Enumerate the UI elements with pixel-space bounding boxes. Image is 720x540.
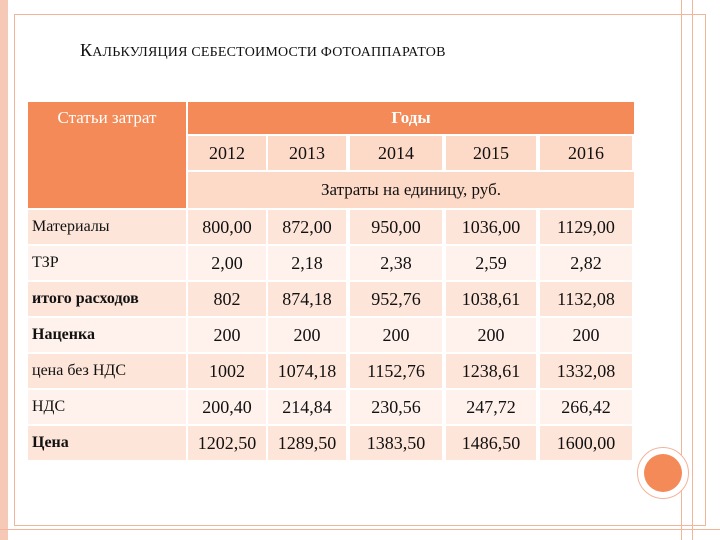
table-cell: 2,38 xyxy=(350,246,442,280)
frame-line xyxy=(692,0,693,540)
year-header: 2015 xyxy=(446,136,536,170)
table-cell: 200,40 xyxy=(188,390,266,424)
table-cell: 1486,50 xyxy=(446,426,536,460)
table-cell: 1202,50 xyxy=(188,426,266,460)
table-cell: 872,00 xyxy=(268,210,346,244)
row-label: НДС xyxy=(28,390,186,424)
table-cell: 200 xyxy=(268,318,346,352)
table-cell: 266,42 xyxy=(540,390,632,424)
table-cell: 1036,00 xyxy=(446,210,536,244)
table-cell: 1332,08 xyxy=(540,354,632,388)
table-cell: 247,72 xyxy=(446,390,536,424)
slide-title xyxy=(80,40,446,61)
table-cell: 874,18 xyxy=(268,282,346,316)
table-cell: 1002 xyxy=(188,354,266,388)
table-cell: 1152,76 xyxy=(350,354,442,388)
year-header: 2014 xyxy=(350,136,442,170)
table-cell: 1129,00 xyxy=(540,210,632,244)
table-cell: 200 xyxy=(540,318,632,352)
table-cell: 800,00 xyxy=(188,210,266,244)
table-cell: 1238,61 xyxy=(446,354,536,388)
table-cell: 1074,18 xyxy=(268,354,346,388)
table-cell: 2,00 xyxy=(188,246,266,280)
frame-left-bar xyxy=(0,0,8,540)
table-cell: 200 xyxy=(350,318,442,352)
table-cell: 214,84 xyxy=(268,390,346,424)
row-label: Материалы xyxy=(28,210,186,244)
table-cell: 2,59 xyxy=(446,246,536,280)
frame-line xyxy=(0,529,720,530)
row-label: цена без НДС xyxy=(28,354,186,388)
year-header: 2016 xyxy=(540,136,632,170)
decor-circle-dot xyxy=(644,454,682,492)
table-cell: 950,00 xyxy=(350,210,442,244)
row-label: Цена xyxy=(28,426,186,460)
subheader-units: Затраты на единицу, руб. xyxy=(188,172,634,208)
table-cell: 2,18 xyxy=(268,246,346,280)
table-cell: 200 xyxy=(188,318,266,352)
row-label: ТЗР xyxy=(28,246,186,280)
table-cell: 802 xyxy=(188,282,266,316)
year-header: 2012 xyxy=(188,136,266,170)
row-label: итого расходов xyxy=(28,282,186,316)
table-cell: 1132,08 xyxy=(540,282,632,316)
table-cell: 1600,00 xyxy=(540,426,632,460)
table-cell: 1383,50 xyxy=(350,426,442,460)
header-articles: Статьи затрат xyxy=(28,102,186,208)
table-cell: 230,56 xyxy=(350,390,442,424)
header-years: Годы xyxy=(188,102,634,134)
table-cell: 1038,61 xyxy=(446,282,536,316)
row-label: Наценка xyxy=(28,318,186,352)
title-initial: К xyxy=(80,40,93,60)
year-header: 2013 xyxy=(268,136,346,170)
table-cell: 1289,50 xyxy=(268,426,346,460)
table-cell: 200 xyxy=(446,318,536,352)
table-cell: 2,82 xyxy=(540,246,632,280)
table-cell: 952,76 xyxy=(350,282,442,316)
title-text: АЛЬКУЛЯЦИЯ СЕБЕСТОИМОСТИ ФОТОАППАРАТОВ xyxy=(92,45,446,60)
